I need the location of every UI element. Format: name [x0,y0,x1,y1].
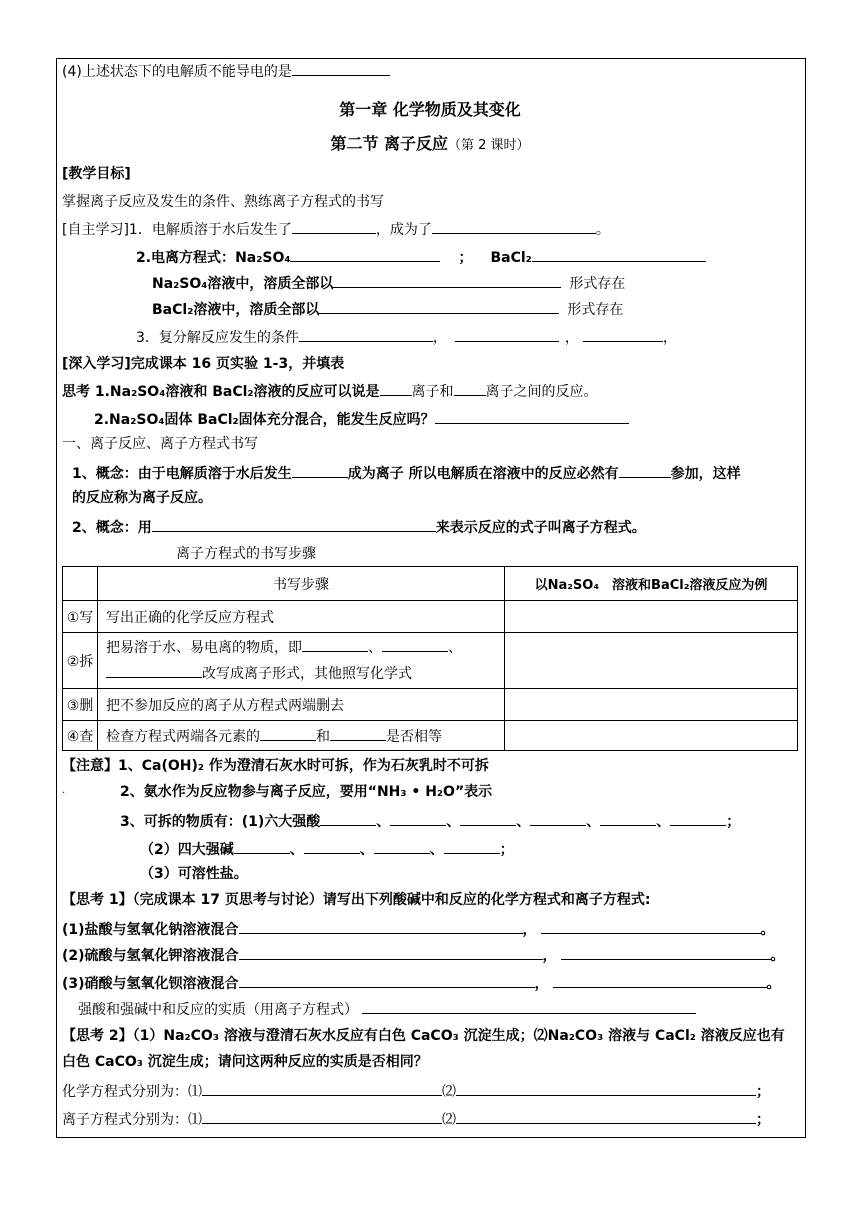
blank[interactable] [455,326,559,342]
blank[interactable] [382,636,448,652]
note1: 【注意】1、Ca(OH)₂ 作为澄清石灰水时可拆，作为石灰乳时不可拆 [62,758,489,774]
q4-blank[interactable] [292,60,390,76]
blank[interactable] [600,810,656,826]
ionize-line: 2.电离方程式：Na₂SO₄ ； BaCl₂ [136,246,706,268]
ion-eq-line: 离子方程式分别为：⑴ ⑵ ； [62,1108,770,1130]
bacl2-solution-line: BaCl₂溶液中，溶质全部以 形式存在 [152,298,623,320]
answer-cell[interactable] [505,721,798,751]
blank[interactable] [202,1108,442,1124]
part1-heading: 一、离子反应、离子方程式书写 [62,436,258,452]
blank[interactable] [444,838,500,854]
think-q1: 【思考 1】（完成课本 17 页思考与讨论）请写出下列酸碱中和反应的化学方程式和离子方程式: [62,892,651,908]
table-header-row [63,567,798,601]
blank[interactable] [583,326,663,342]
table-row: ③删 把不参加反应的离子从方程式两端删去 [63,689,798,721]
section-title-line: 第二节 离子反应（第 2 课时） [330,134,530,153]
chem-eq-line: 化学方程式分别为：⑴ ⑵ ； [62,1080,770,1102]
think2-line: 2.Na₂SO₄固体 BaCl₂固体充分混合，能发生反应吗？ [94,408,629,430]
blank[interactable] [152,516,436,532]
blank[interactable] [460,810,516,826]
blank[interactable] [330,725,386,741]
header-steps: 书写步骤 [98,567,505,601]
blank[interactable] [239,944,543,960]
self-study-1: [自主学习]1．电解质溶于水后发生了 ，成为了 。 [62,218,610,240]
note3b-line: （2）四大强碱 、 、 、 ； [140,838,514,860]
concept1-line: 1、概念：由于电解质溶于水后发生 成为离子 所以电解质在溶液中的反应必然有 参加，这样 [72,462,741,484]
header-example: 以Na₂SO₄ 溶液和BaCl₂溶液反应为例 [505,567,798,601]
blank[interactable] [234,838,290,854]
blank[interactable] [541,918,761,934]
chapter-title: 第一章 化学物质及其变化 [339,100,521,119]
blank[interactable] [304,838,360,854]
blank[interactable] [239,918,523,934]
blank[interactable] [561,944,771,960]
table-row: ①写 写出正确的化学反应方程式 [63,601,798,633]
blank[interactable] [454,380,486,396]
table-row: ④查 检查方程式两端各元素的 和 是否相等 [63,721,798,751]
note-dot: · [62,788,66,799]
blank[interactable] [435,408,629,424]
mix1-line: (1)盐酸与氢氧化钠溶液混合 ， 。 [62,918,775,940]
goal-label: [教学目标] [62,166,131,182]
mix2-line: (2)硫酸与氢氧化钾溶液混合 ， 。 [62,944,785,966]
note3c: （3）可溶性盐。 [140,866,248,882]
concept2-line: 2、概念：用 来表示反应的式子叫离子方程式。 [72,516,646,538]
na2so4-solution-line: Na₂SO₄溶液中，溶质全部以 形式存在 [152,272,625,294]
essence-line: 强酸和强碱中和反应的实质（用离子方程式） [78,998,696,1020]
table-row: ②拆 把易溶于水、易电离的物质，即 、 、 改写成离子形式，其他照写化学式 [63,633,798,689]
blank[interactable] [362,998,696,1014]
blank[interactable] [432,218,596,234]
blank[interactable] [619,462,671,478]
think1-line: 思考 1.Na₂SO₄溶液和 BaCl₂溶液的反应可以说是 离子和 离子之间的反应。 [62,380,598,402]
blank[interactable] [380,380,412,396]
blank[interactable] [530,810,586,826]
q4-line: (4)上述状态下的电解质不能导电的是 [62,60,390,82]
blank[interactable] [292,218,376,234]
blank[interactable] [670,810,726,826]
think-q2-line2: 白色 CaCO₃ 沉淀生成；请问这两种反应的实质是否相同？ [62,1054,428,1070]
note3-line: 3、可拆的物质有：(1)六大强酸 、 、 、 、 、 ； [120,810,740,832]
blank[interactable] [290,246,440,262]
answer-cell[interactable] [505,633,798,689]
blank[interactable] [456,1080,756,1096]
mix3-line: (3)硝酸与氢氧化钡溶液混合 ， 。 [62,972,781,994]
blank[interactable] [202,1080,442,1096]
blank[interactable] [390,810,446,826]
blank[interactable] [319,298,559,314]
steps-title: 离子方程式的书写步骤 [176,546,316,562]
goal-text: 掌握离子反应及发生的条件、熟练离子方程式的书写 [62,194,384,210]
blank[interactable] [299,326,433,342]
concept1-cont: 的反应称为离子反应。 [72,490,212,506]
blank[interactable] [532,246,706,262]
blank[interactable] [456,1108,756,1124]
blank[interactable] [292,462,348,478]
blank[interactable] [302,636,368,652]
answer-cell[interactable] [505,601,798,633]
think-q2-line1: 【思考 2】（1）Na₂CO₃ 溶液与澄清石灰水反应有白色 CaCO₃ 沉淀生成；⑵Na₂CO₃ 溶液与 CaCl₂ 溶液反应也有 [62,1028,785,1044]
blank[interactable] [374,838,430,854]
blank[interactable] [260,725,316,741]
blank[interactable] [320,810,376,826]
blank[interactable] [333,272,561,288]
steps-table [62,566,798,751]
blank[interactable] [239,972,535,988]
blank[interactable] [106,662,202,678]
note2: 2、氨水作为反应物参与离子反应，要用“NH₃ • H₂O”表示 [120,784,493,800]
blank[interactable] [553,972,767,988]
answer-cell[interactable] [505,689,798,721]
condition-line: 3．复分解反应发生的条件 ， ， ， [136,326,677,348]
deep-study: [深入学习]完成课本 16 页实验 1-3，并填表 [62,356,345,372]
